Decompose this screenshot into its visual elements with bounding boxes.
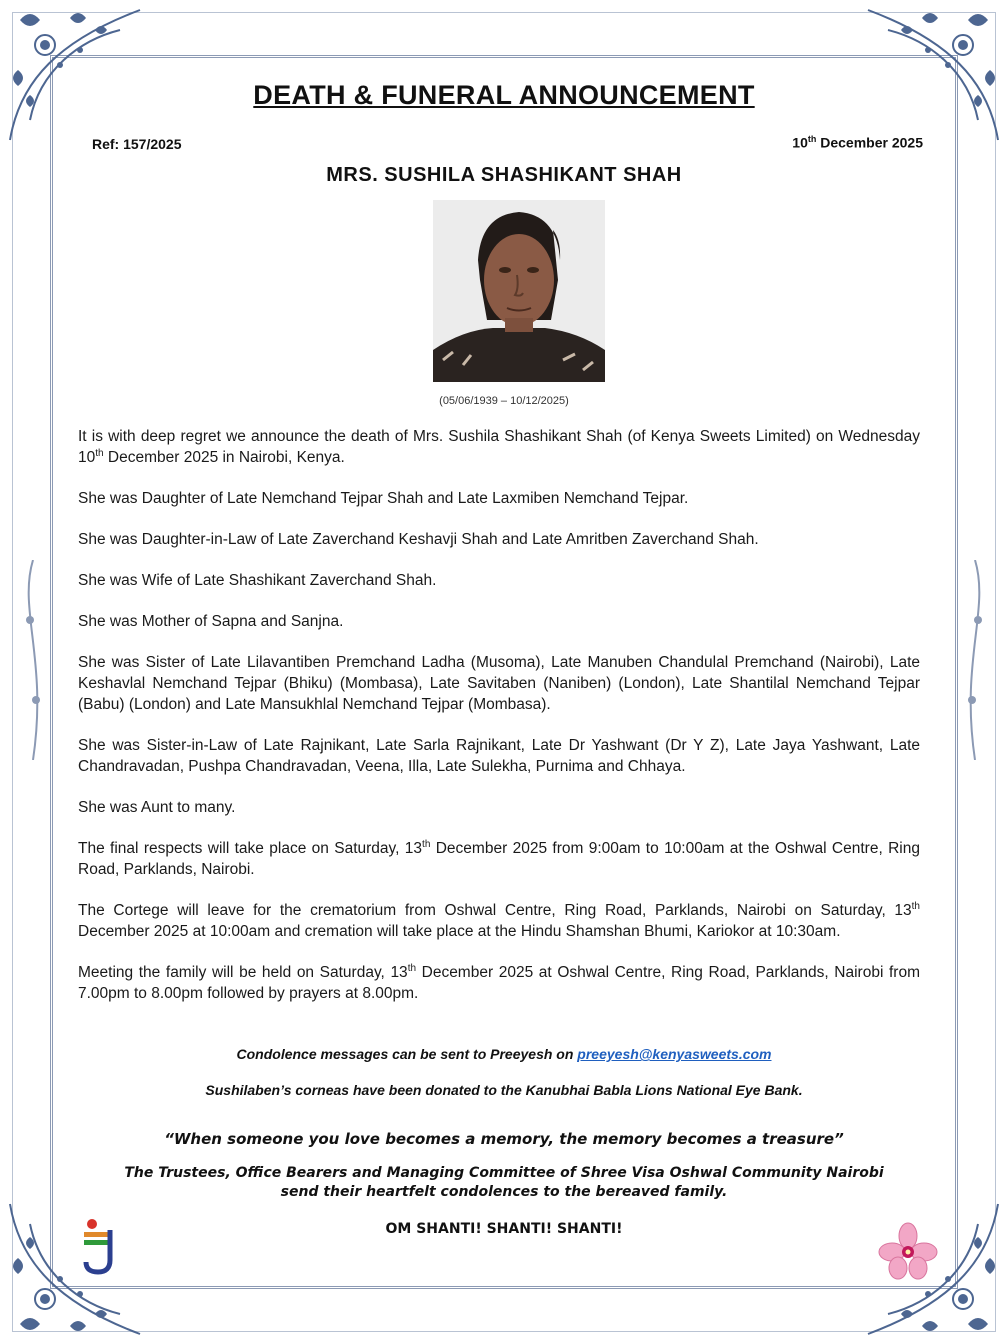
portrait-photo (433, 200, 605, 382)
paragraph-sister: She was Sister of Late Lilavantiben Premchand Ladha (Musoma), Late Manuben Chandulal Premchand (Nairobi), Late Keshavlal Nemchand Tejpar (Bhiku) (Mombasa), Late Savitaben (Naniben) (London), Late Shantilal Nemchand Tejpar (Babu) (London) and Late Mansukhlal Nemchand Tejpar (Mombasa). (78, 654, 920, 713)
announcement-body (78, 426, 920, 1024)
paragraph-death: It is with deep regret we announce the death of Mrs. Sushila Shashikant Shah (of Kenya Sweets Limited) on Wednesday 10th December 2025 in Nairobi, Kenya. (78, 428, 920, 466)
paragraph-wife: She was Wife of Late Shashikant Zaverchand Shah. (78, 572, 437, 589)
orchid-flower-icon (878, 1222, 938, 1282)
paragraph-daughter-in-law: She was Daughter-in-Law of Late Zaverchand Keshavji Shah and Late Amritben Zaverchand Shah. (78, 531, 759, 548)
life-dates: (05/06/1939 – 10/12/2025) (439, 395, 569, 407)
deceased-name: MRS. SUSHILA SHASHIKANT SHAH (326, 164, 682, 186)
paragraph-sister-in-law: She was Sister-in-Law of Late Rajnikant, Late Sarla Rajnikant, Late Dr Yashwant (Dr Y Z), Late Jaya Yashwant, Late Chandravadan, Pushpa Chandravadan, Veena, Illa, Late Sulekha, Purnima and Chhaya. (78, 737, 920, 775)
paragraph-daughter: She was Daughter of Late Nemchand Tejpar Shah and Late Laxmiben Nemchand Tejpar. (78, 490, 689, 507)
left-vine-ornament (18, 560, 48, 760)
paragraph-meeting: Meeting the family will be held on Saturday, 13th December 2025 at Oshwal Centre, Ring Road, Parklands, Nairobi from 7.00pm to 8.00pm followed by prayers at 8.00pm. (78, 962, 920, 1002)
om-shanti: OM SHANTI! SHANTI! SHANTI! (385, 1221, 623, 1237)
right-vine-ornament (960, 560, 990, 760)
corner-ornament-top-right (858, 0, 1008, 150)
trustees-condolence: The Trustees, Office Bearers and Managing Committee of Shree Visa Oshwal Community Nairobi send their heartfelt condolences to the bereaved family. (124, 1165, 884, 1200)
paragraph-mother: She was Mother of Sapna and Sanjna. (78, 613, 344, 630)
condolence-line: Condolence messages can be sent to Preeyesh on preeyesh@kenyasweets.com (236, 1046, 772, 1062)
condolence-email-link[interactable]: preeyesh@kenyasweets.com (577, 1046, 772, 1062)
memorial-quote: “When someone you love becomes a memory, the memory becomes a treasure” (164, 1130, 844, 1148)
announcement-date: 10th December 2025 (792, 134, 923, 151)
community-logo-icon (80, 1216, 120, 1276)
cornea-donation-note: Sushilaben’s corneas have been donated to the Kanubhai Babla Lions National Eye Bank. (205, 1082, 803, 1098)
corner-ornament-bottom-left (0, 1194, 150, 1344)
paragraph-aunt: She was Aunt to many. (78, 799, 236, 816)
reference-number: Ref: 157/2025 (92, 136, 182, 152)
corner-ornament-top-left (0, 0, 150, 150)
paragraph-cortege: The Cortege will leave for the crematorium from Oshwal Centre, Ring Road, Parklands, Nairobi on Saturday, 13th December 2025 at 10:00am and cremation will take place at the Hindu Shamshan Bhumi, Kariokor at 10:30am. (78, 900, 920, 940)
paragraph-final-respects: The final respects will take place on Saturday, 13th December 2025 from 9:00am to 10:00am at the Oshwal Centre, Ring Road, Parklands, Nairobi. (78, 838, 920, 878)
announcement-title: DEATH & FUNERAL ANNOUNCEMENT (253, 80, 755, 110)
